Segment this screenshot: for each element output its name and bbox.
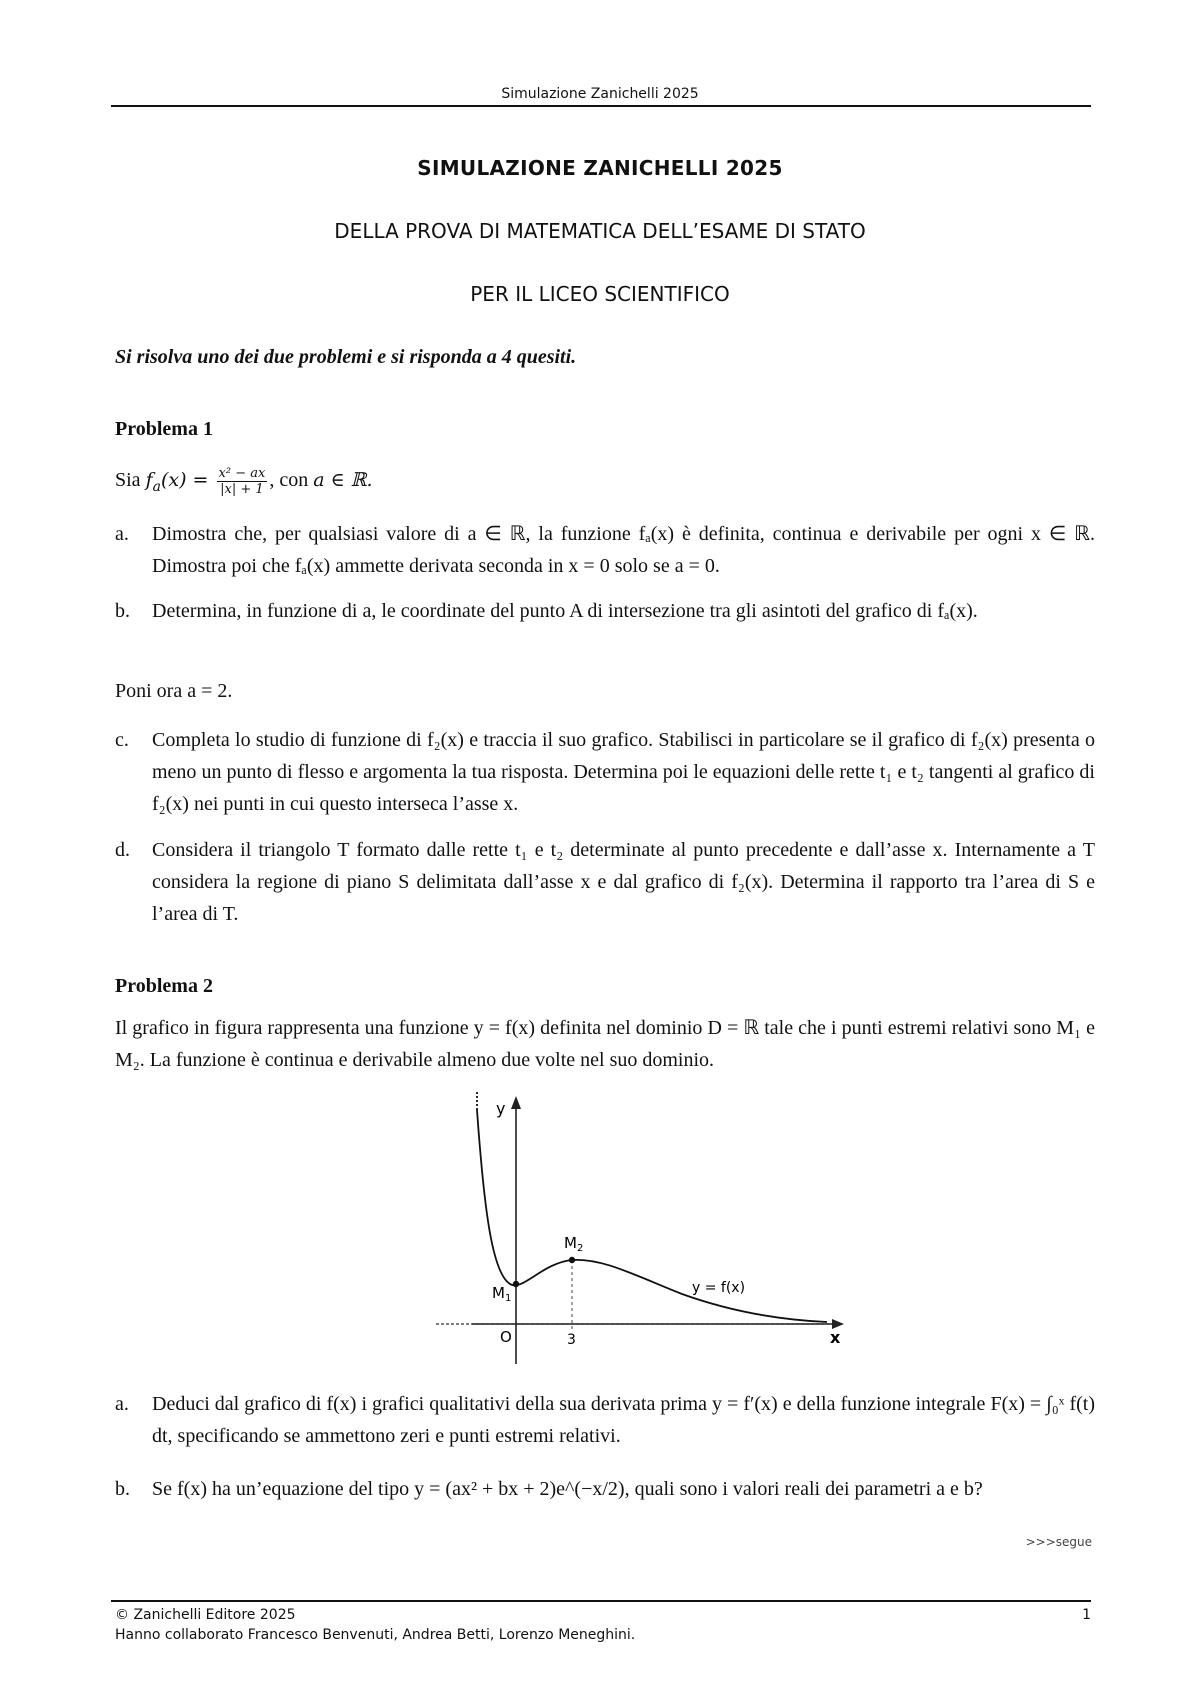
instructions: Si risolva uno dei due problemi e si risponda a 4 quesiti.: [115, 346, 577, 368]
problem-2-item-b: [115, 1473, 1095, 1505]
m1-label: $M_1$: [492, 1284, 512, 1304]
document-title: SIMULAZIONE ZANICHELLI 2025: [417, 156, 783, 180]
definition-connector: , con: [269, 469, 314, 491]
function-subscript: a: [152, 479, 161, 495]
origin-label: O: [500, 1328, 512, 1346]
footer-copyright: © Zanichelli Editore 2025: [115, 1607, 296, 1623]
definition-prefix: Sia: [115, 469, 146, 491]
function-argument: (x) =: [160, 469, 215, 491]
function-graph-figure: [432, 1088, 852, 1366]
problem-2-heading: Problema 2: [115, 975, 213, 997]
m1-point: [513, 1281, 519, 1287]
problem-2-item-a: [115, 1388, 1095, 1452]
item-text: Considera il triangolo T formato dalle rette t₁ e t₂ determinate al punto precedente e dall’asse x. Internamente a T considera la regione di piano S delimitata dall’asse x e dal grafico di f₂(x). Determina il rapporto tra l’area di S e l’area di T.: [152, 839, 1095, 925]
problem-1-interlude: Poni ora a = 2.: [115, 680, 233, 702]
problem-2-intro: Il grafico in figura rappresenta una funzione y = f(x) definita nel dominio D = ℝ tale che i punti estremi relativi sono M₁ e M₂. La funzione è continua e derivabile almeno due volte nel suo dominio.: [115, 1017, 1095, 1071]
continues-indicator: >>>segue: [1025, 1535, 1092, 1549]
item-label: c.: [115, 729, 129, 751]
document-subtitle-1: DELLA PROVA DI MATEMATICA DELL’ESAME DI STATO: [334, 219, 866, 243]
item-text: Deduci dal grafico di f(x) i grafici qualitativi della sua derivata prima y = f′(x) e della funzione integrale F(x) = ∫₀ˣ f(t) dt, specificando se ammettono zeri e punti estremi relativi.: [152, 1393, 1095, 1447]
running-header: Simulazione Zanichelli 2025: [501, 86, 699, 102]
item-text: Dimostra che, per qualsiasi valore di a ∈ ℝ, la funzione fₐ(x) è definita, continua e derivabile per ogni x ∈ ℝ. Dimostra poi che fₐ(x) ammette derivata seconda in x = 0 solo se a = 0.: [152, 523, 1095, 577]
footer-rule: [111, 1600, 1091, 1602]
header-rule: [111, 105, 1091, 107]
item-label: b.: [115, 1478, 130, 1500]
problem-1-item-a: [115, 518, 1095, 582]
footer-collaborators: Hanno collaborato Francesco Benvenuti, Andrea Betti, Lorenzo Meneghini.: [115, 1627, 636, 1643]
item-label: a.: [115, 1393, 129, 1415]
y-axis-label: y: [496, 1099, 506, 1118]
definition-condition: a ∈ ℝ.: [313, 469, 373, 491]
problem-1-item-d: [115, 834, 1095, 930]
item-text: Determina, in funzione di a, le coordinate del punto A di intersezione tra gli asintoti del grafico di fₐ(x).: [152, 600, 978, 622]
function-curve: [477, 1110, 827, 1322]
problem-1-heading: Problema 1: [115, 418, 213, 440]
document-subtitle-2: PER IL LICEO SCIENTIFICO: [470, 282, 730, 306]
fraction-numerator: x² − ax: [218, 465, 266, 481]
curve-label: y = f(x): [692, 1280, 746, 1296]
definition-fraction: [217, 466, 268, 497]
page-number: 1: [1082, 1607, 1091, 1623]
function-name: f: [145, 469, 153, 491]
item-text: Se f(x) ha un’equazione del tipo y = (ax² + bx + 2)e^(−x/2), quali sono i valori reali dei parametri a e b?: [152, 1478, 983, 1500]
m2-label: $M_2$: [564, 1234, 584, 1254]
problem-1-item-c: [115, 724, 1095, 820]
y-axis-arrow-icon: [511, 1096, 521, 1109]
x-axis-label: x: [830, 1328, 841, 1347]
item-label: b.: [115, 600, 130, 622]
item-label: a.: [115, 523, 129, 545]
fraction-denominator: |x| + 1: [220, 481, 264, 497]
tick-label-3: 3: [567, 1332, 576, 1348]
item-label: d.: [115, 839, 130, 861]
item-text: Completa lo studio di funzione di f₂(x) e traccia il suo grafico. Stabilisci in particolare se il grafico di f₂(x) presenta o meno un punto di flesso e argomenta la tua risposta. Determina poi le equazioni delle rette t₁ e t₂ tangenti al grafico di f₂(x) nei punti in cui questo interseca l’asse x.: [152, 729, 1095, 815]
problem-1-definition: [115, 464, 1095, 503]
m2-point: [569, 1257, 575, 1263]
problem-1-item-b: [115, 595, 1095, 627]
